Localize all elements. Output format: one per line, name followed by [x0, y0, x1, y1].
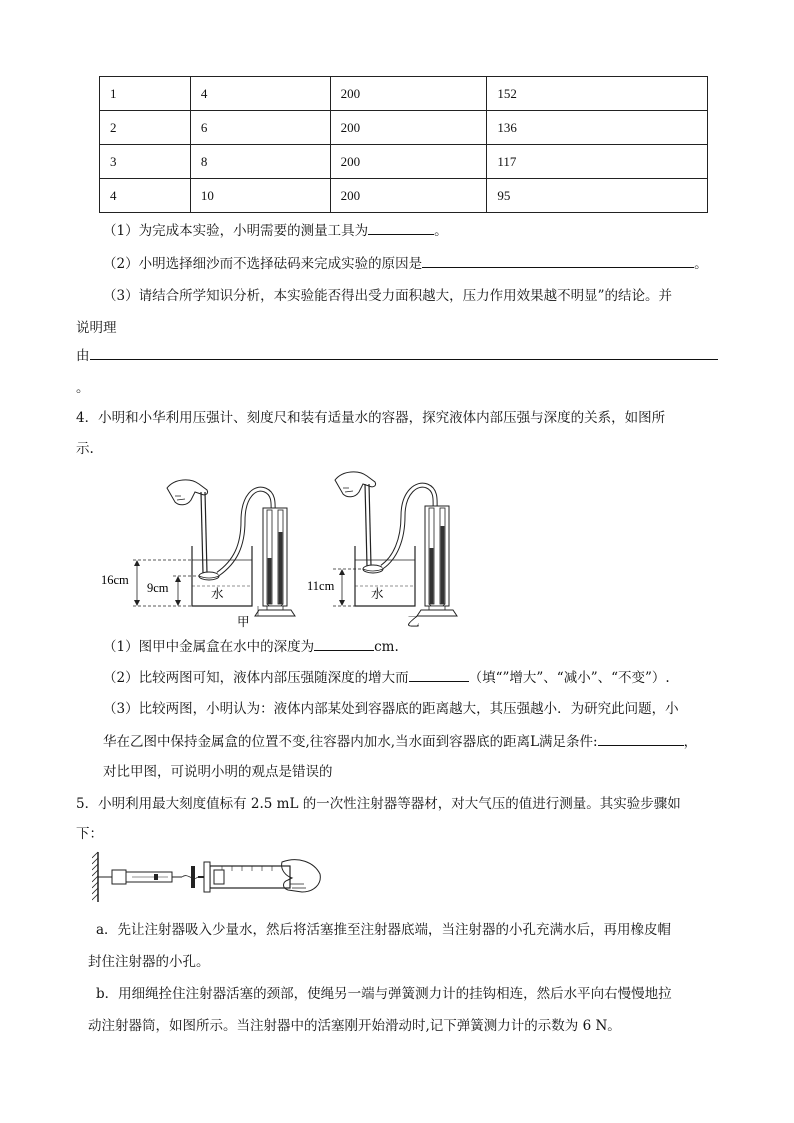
table-cell: 4	[100, 179, 191, 213]
q4-part1: （1）图甲中金属盒在水中的深度为 cm.	[103, 636, 399, 657]
table-cell: 200	[330, 111, 487, 145]
data-table	[99, 76, 708, 213]
q5-step-a-line1: a．先让注射器吸入少量水，然后将活塞推至注射器底端，当注射器的小孔充满水后，再用橡皮帽	[96, 922, 672, 938]
label-water: 水	[371, 587, 384, 601]
table-cell: 117	[487, 145, 708, 179]
q4-part3-line2: 华在乙图中保持金属盒的位置不变,往容器内加水,当水面到容器底的距离L满足条件: ，	[103, 731, 697, 752]
caption-jia: 甲	[237, 615, 250, 629]
answer-blank[interactable]	[90, 345, 718, 360]
q4-stem-line2: 示.	[76, 441, 94, 457]
syringe-figure	[92, 848, 324, 906]
q5-stem-line1: 5．小明利用最大刻度值标有 2.5 mL 的一次性注射器等器材，对大气压的值进行测量。其实验步骤如	[76, 796, 681, 812]
table-cell: 4	[190, 77, 330, 111]
table-cell: 1	[100, 77, 191, 111]
table-row	[100, 111, 708, 145]
answer-blank[interactable]	[314, 636, 374, 651]
table-cell: 2	[100, 111, 191, 145]
pressure-gauge-figure	[95, 466, 475, 638]
answer-blank[interactable]	[409, 667, 469, 682]
q3-part3-line2: 说明理	[76, 320, 117, 336]
caption-yi: 乙	[407, 615, 420, 629]
q5-step-b-line2: 动注射器筒，如图所示。当注射器中的活塞刚开始滑动时,记下弹簧测力计的示数为 6 N。	[88, 1018, 621, 1034]
setup-yi	[307, 472, 457, 629]
q3-part3-line4: 。	[76, 380, 90, 396]
table-cell: 3	[100, 145, 191, 179]
answer-blank[interactable]	[422, 253, 694, 268]
table-cell: 200	[330, 145, 487, 179]
q4-part3-line3: 对比甲图，可说明小明的观点是错误的	[103, 764, 333, 780]
label-16cm: 16cm	[101, 573, 129, 587]
table-cell: 152	[487, 77, 708, 111]
q4-part3-line1: （3）比较两图，小明认为：液体内部某处到容器底的距离越大，其压强越小．为研究此问题，小	[103, 701, 679, 717]
label-9cm: 9cm	[147, 581, 169, 595]
table-cell: 200	[330, 179, 487, 213]
q3-part2: （2）小明选择细沙而不选择砝码来完成实验的原因是 。	[103, 253, 708, 274]
q5-step-a-line2: 封住注射器的小孔。	[88, 954, 210, 970]
table-cell: 200	[330, 77, 487, 111]
q4-stem-line1: 4．小明和小华利用压强计、刻度尺和装有适量水的容器，探究液体内部压强与深度的关系，如图所	[76, 410, 666, 426]
setup-jia	[101, 480, 295, 629]
table-cell: 8	[190, 145, 330, 179]
q4-part2: （2）比较两图可知，液体内部压强随深度的增大而 （填“”增大”、“减小”、“不变”）.	[103, 667, 670, 688]
q3-part1: （1）为完成本实验，小明需要的测量工具为 。	[103, 220, 448, 241]
table-row	[100, 77, 708, 111]
table-cell: 6	[190, 111, 330, 145]
answer-blank[interactable]	[368, 220, 434, 235]
table-cell: 10	[190, 179, 330, 213]
q3-part3-line1: （3）请结合所学知识分析，本实验能否得出受力面积越大，压力作用效果越不明显”的结论。并	[103, 288, 672, 304]
table-row	[100, 179, 708, 213]
label-water: 水	[211, 587, 224, 601]
q3-part3-line3: 由	[76, 345, 718, 366]
answer-blank[interactable]	[598, 731, 684, 746]
table-row	[100, 145, 708, 179]
q5-step-b-line1: b．用细绳拴住注射器活塞的颈部，使绳另一端与弹簧测力计的挂钩相连，然后水平向右慢慢地拉	[96, 986, 672, 1002]
table-cell: 95	[487, 179, 708, 213]
label-11cm: 11cm	[307, 579, 335, 593]
q5-stem-line2: 下：	[76, 826, 103, 842]
table-cell: 136	[487, 111, 708, 145]
